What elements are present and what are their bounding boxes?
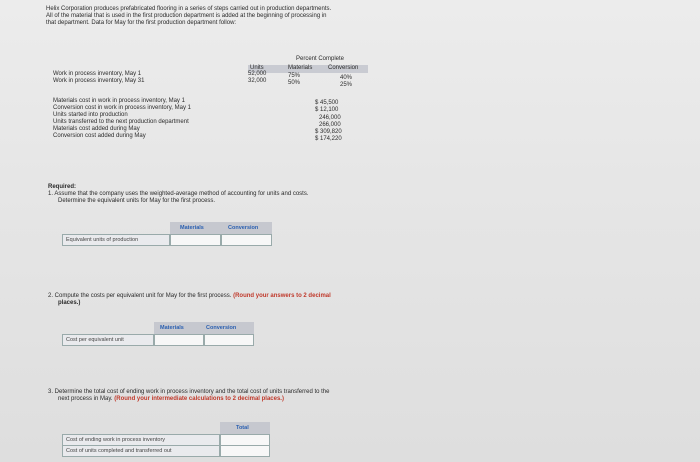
- cost-row-1-label: Materials cost in work in process inventory, May 1: [53, 98, 185, 104]
- q1-table-header: [170, 222, 272, 234]
- problem-intro: [46, 6, 426, 28]
- wip-may31-units: 32,000: [248, 78, 267, 84]
- wip-may1-conversion: 40%: [340, 75, 353, 81]
- cost-row-5-label: Materials cost added during May: [53, 126, 140, 132]
- q2-rounding-note: (Round your answers to 2 decimal: [233, 293, 331, 299]
- q2-conversion-input[interactable]: [204, 334, 254, 346]
- q3-text-line-2: [58, 396, 284, 403]
- q3-question-end: next process in May.: [58, 396, 113, 402]
- cost-row-6-value: $ 174,220: [315, 136, 342, 142]
- q3-col-total: Total: [236, 425, 249, 431]
- q1-text-line-2: Determine the equivalent units for May for the first process.: [58, 198, 216, 204]
- wip-may1-label: Work in process inventory, May 1: [53, 71, 142, 77]
- q2-col-materials: Materials: [160, 325, 184, 331]
- q1-answer-table: [62, 222, 272, 248]
- q3-answer-table: [62, 422, 270, 462]
- cost-row-4-value: 266,000: [319, 122, 341, 128]
- q2-col-conversion: Conversion: [206, 325, 237, 331]
- intro-line-3: that department. Data for May for the first production department follow:: [46, 20, 237, 27]
- cost-row-2-label: Conversion cost in work in process inventory, May 1: [53, 105, 191, 111]
- intro-line-2: All of the material that is used in the first production department is added at the beginning of processing in: [46, 13, 327, 20]
- cost-row-3-label: Units started into production: [53, 112, 128, 118]
- q3-text-line-1: 3. Determine the total cost of ending work in process inventory and the total cost of units transferred to the: [48, 389, 330, 395]
- q2-question: 2. Compute the costs per equivalent unit for May for the first process.: [48, 293, 232, 299]
- q2-materials-input[interactable]: [154, 334, 204, 346]
- wip-may1-materials: 75%: [288, 73, 301, 79]
- wip-may1-units: 52,000: [248, 71, 267, 77]
- required-heading: Required:: [48, 184, 77, 190]
- q1-col-conversion: Conversion: [228, 225, 259, 231]
- q2-row-label: Cost per equivalent unit: [62, 334, 154, 346]
- cost-row-6-label: Conversion cost added during May: [53, 133, 146, 139]
- intro-line-1: Helix Corporation produces prefabricated flooring in a series of steps carried out in production departments.: [46, 6, 332, 12]
- q2-table-header: [154, 322, 254, 334]
- q1-col-materials: Materials: [180, 225, 204, 231]
- cost-row-5-value: $ 309,820: [315, 129, 342, 135]
- q3-row-1-label: Cost of ending work in process inventory: [62, 434, 220, 446]
- q1-row-label: Equivalent units of production: [62, 234, 170, 246]
- q1-materials-input[interactable]: [170, 234, 221, 246]
- q3-row-2-label: Cost of units completed and transferred out: [62, 445, 220, 457]
- materials-col-header: Materials: [288, 65, 313, 71]
- percent-complete-header: Percent Complete: [296, 56, 345, 62]
- units-col-header: Units: [250, 65, 264, 71]
- q3-table-header: [220, 422, 270, 434]
- wip-may31-materials: 50%: [288, 80, 301, 86]
- q3-rounding-note: (Round your intermediate calculations to 2 decimal places.): [114, 396, 284, 402]
- q1-text-line-1: 1. Assume that the company uses the weighted-average method of accounting for units and costs.: [48, 191, 309, 197]
- cost-row-4-label: Units transferred to the next production department: [53, 119, 189, 125]
- cost-row-2-value: $ 12,100: [315, 107, 339, 113]
- cost-row-3-value: 246,000: [319, 115, 341, 121]
- q1-conversion-input[interactable]: [221, 234, 272, 246]
- q3-transferred-input[interactable]: [220, 445, 270, 457]
- q2-note-line-2: places.): [58, 300, 81, 306]
- q2-answer-table: [62, 322, 254, 348]
- wip-may31-conversion: 25%: [340, 82, 353, 88]
- q2-text-line-1: [48, 293, 331, 300]
- cost-row-1-value: $ 45,500: [315, 100, 339, 106]
- wip-may31-label: Work in process inventory, May 31: [53, 78, 145, 84]
- conversion-col-header: Conversion: [328, 65, 359, 71]
